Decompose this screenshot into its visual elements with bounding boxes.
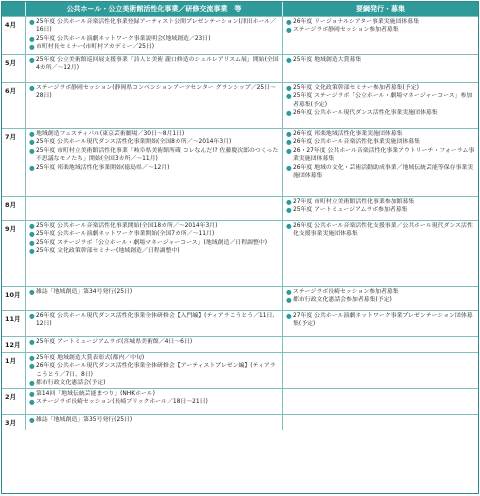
item-text: 都市行政文化憲話会参加者募集(予定) xyxy=(293,297,392,304)
list-item xyxy=(29,390,279,398)
list-item xyxy=(29,43,279,51)
bullet-icon: ● xyxy=(286,26,292,35)
bullet-icon: ● xyxy=(29,34,35,43)
item-text: 25年度 地域創造大賞募集 xyxy=(293,57,362,63)
bullet-icon: ● xyxy=(286,146,292,155)
item-text: 25年度 地域創造大賞表彰式(都内／中旬) xyxy=(36,355,145,361)
list-item xyxy=(29,362,279,379)
table-row xyxy=(2,196,478,220)
bullet-icon: ● xyxy=(286,222,292,230)
month-label: 2月 xyxy=(2,389,26,414)
recruitment-cell xyxy=(283,415,478,430)
bullet-icon: ● xyxy=(286,109,292,118)
bullet-icon: ● xyxy=(29,56,35,64)
item-text: 25年度 公共ホール演劇ネットワーク事業開始(全国7カ所／〜11月) xyxy=(36,231,215,238)
list-item xyxy=(286,288,475,296)
list-item xyxy=(29,130,279,138)
list-item xyxy=(29,56,279,73)
bullet-icon: ● xyxy=(29,312,35,320)
list-item xyxy=(29,247,279,255)
bullet-icon: ● xyxy=(29,163,35,172)
list-item xyxy=(29,239,279,247)
item-text: 25年度 公共ホール音楽活性化事業登録アーティスト公開プレゼンテーション(津田ホール／16日) xyxy=(36,19,277,34)
list-item xyxy=(29,230,279,238)
list-item xyxy=(29,138,279,146)
bullet-icon: ● xyxy=(29,247,35,256)
bullet-icon: ● xyxy=(286,18,292,26)
bullet-icon: ● xyxy=(286,198,292,206)
bullet-icon: ● xyxy=(29,230,35,239)
bullet-icon: ● xyxy=(286,296,292,305)
bullet-icon: ● xyxy=(29,416,35,424)
list-item xyxy=(29,338,279,346)
item-text: 26年度 公共ホール音楽活性化支援事業／公共ホール現代ダンス活性化支援事業実施団体募集 xyxy=(293,223,473,238)
list-item xyxy=(29,164,279,172)
item-text: 地域創造フェスティバル(東京芸術劇場／30日〜8月1日) xyxy=(36,131,185,137)
bullet-icon: ● xyxy=(29,238,35,247)
table-row xyxy=(2,286,478,310)
list-item xyxy=(286,147,475,164)
item-text: ステージラボ静岡セッション(静岡県コンベンションアーツセンター グランシップ／25日〜28日) xyxy=(36,85,276,100)
item-text: 市町村長セミナー(市町村アカデミー／25日) xyxy=(36,44,155,51)
table-row xyxy=(2,128,478,196)
list-item xyxy=(29,35,279,43)
events-cell xyxy=(26,415,283,430)
list-item xyxy=(29,379,279,387)
item-text: 25年度 市町村立美術館活性化事業「岐阜県美術館所蔵 コレなんだ!? 佐藤慶次郎のつくった不思議なモノたち」開始(全国3カ所／〜11月) xyxy=(36,147,279,163)
bullet-icon: ● xyxy=(29,130,35,138)
item-text: 27年度 公共ホール演劇ネットワーク事業プレゼンテーション団体募集(予定) xyxy=(293,313,473,328)
list-item xyxy=(286,18,475,26)
bullet-icon: ● xyxy=(29,84,35,92)
table-row xyxy=(2,388,478,414)
bullet-icon: ● xyxy=(29,398,35,407)
item-text: 26年度 公共ホール現代ダンス活性化事業実施団体募集 xyxy=(293,110,438,117)
table-body xyxy=(2,16,478,430)
header-right: 要綱発行・募集 xyxy=(356,5,405,13)
list-item xyxy=(286,92,475,109)
list-item xyxy=(29,354,279,362)
table-row xyxy=(2,414,478,430)
bullet-icon: ● xyxy=(29,222,35,230)
events-cell xyxy=(26,55,283,82)
item-text: 25年度 ステージラボ「公立ホール・劇場マネージャーコース」(地域創造／日程調整中) xyxy=(36,239,268,246)
month-label: 8月 xyxy=(2,197,26,220)
recruitment-cell xyxy=(283,221,478,286)
list-item xyxy=(286,130,475,138)
list-item xyxy=(29,312,279,329)
bullet-icon: ● xyxy=(29,146,35,155)
recruitment-cell xyxy=(283,197,478,220)
list-item xyxy=(286,198,475,206)
list-item xyxy=(286,296,475,304)
list-item xyxy=(286,222,475,239)
month-label: 7月 xyxy=(2,129,26,196)
item-text: 25年度 文化政策幹部セミナー(地域創造／日程調整中) xyxy=(36,248,180,255)
bullet-icon: ● xyxy=(29,390,35,398)
item-text: 26年度 公共ホール音楽活性化事業実施団体募集 xyxy=(293,139,421,146)
recruitment-cell xyxy=(283,337,478,352)
item-text: 25年度 邦楽地域活性化事業開始(徳島県／〜12月) xyxy=(36,164,170,171)
list-item xyxy=(286,109,475,117)
recruitment-cell xyxy=(283,287,478,310)
list-item xyxy=(29,84,279,101)
recruitment-cell xyxy=(283,311,478,336)
bullet-icon: ● xyxy=(286,163,292,172)
table-row xyxy=(2,220,478,286)
bullet-icon: ● xyxy=(29,354,35,362)
header-month xyxy=(2,2,26,16)
item-text: ステージラボ静岡セッション参加者募集 xyxy=(293,27,399,34)
list-item xyxy=(29,288,279,296)
events-cell xyxy=(26,311,283,336)
item-text: ステージラボ長崎セッション参加者募集 xyxy=(293,289,399,295)
events-cell xyxy=(26,337,283,352)
item-text: 25年度 ステージラボ「公立ホール・劇場マネージャーコース」参加者募集(予定) xyxy=(293,93,473,108)
month-label: 3月 xyxy=(2,415,26,430)
item-text: 25年度 公立美術館巡回展支援事業「詩人と美術 瀧口修造のシュルレアリスム展」開始(全国4カ所／〜12月) xyxy=(36,57,279,72)
month-label: 12月 xyxy=(2,337,26,352)
table-row xyxy=(2,16,478,54)
month-label: 9月 xyxy=(2,221,26,286)
recruitment-cell xyxy=(283,83,478,128)
item-text: 第14回「地域伝統芸能まつり」(NHKホール) xyxy=(36,391,155,397)
events-cell xyxy=(26,353,283,388)
bullet-icon: ● xyxy=(29,338,35,346)
item-text: ステージラボ長崎セッション(長崎ブリックホール／18日〜21日) xyxy=(36,399,208,406)
table-row xyxy=(2,336,478,352)
item-text: 26年度 邦楽地域活性化事業実施団体募集 xyxy=(293,131,403,137)
item-text: 25年度 公共ホール演劇ネットワーク事業説明会(地域創造／23日) xyxy=(36,35,211,42)
events-cell xyxy=(26,129,283,196)
item-text: 25年度 公共ホール現代ダンス活性化事業開始(全国8カ所／〜2014年3月) xyxy=(36,139,232,146)
bullet-icon: ● xyxy=(286,206,292,215)
list-item xyxy=(29,18,279,35)
bullet-icon: ● xyxy=(29,43,35,52)
events-cell xyxy=(26,287,283,310)
bullet-icon: ● xyxy=(286,84,292,92)
events-cell xyxy=(26,83,283,128)
list-item xyxy=(29,147,279,164)
events-cell xyxy=(26,221,283,286)
bullet-icon: ● xyxy=(286,56,292,64)
recruitment-cell xyxy=(283,353,478,388)
list-item xyxy=(286,84,475,92)
list-item xyxy=(286,26,475,34)
item-text: 25年度 公共ホール音楽活性化事業開始(全国18カ所／〜2014年3月) xyxy=(36,223,218,229)
item-text: 26年度 リージョナルシアター事業実施団体募集 xyxy=(293,19,420,25)
item-text: 27年度 市町村立美術館活性化事業参加館募集 xyxy=(293,199,415,205)
bullet-icon: ● xyxy=(286,312,292,320)
bullet-icon: ● xyxy=(29,138,35,147)
bullet-icon: ● xyxy=(286,130,292,138)
bullet-icon: ● xyxy=(29,18,35,26)
table-row xyxy=(2,54,478,82)
bullet-icon: ● xyxy=(29,379,35,388)
recruitment-cell xyxy=(283,389,478,414)
events-cell xyxy=(26,389,283,414)
table-header xyxy=(2,2,478,16)
events-cell xyxy=(26,197,283,220)
list-item xyxy=(286,56,475,64)
month-label: 10月 xyxy=(2,287,26,310)
bullet-icon: ● xyxy=(29,362,35,371)
recruitment-cell xyxy=(283,17,478,54)
bullet-icon: ● xyxy=(286,288,292,296)
item-text: 26年度 公共ホール現代ダンス活性化事業全体研修会【入門編】(ティアラこうとう／11日、12日) xyxy=(36,313,279,328)
list-item xyxy=(286,164,475,181)
item-text: 26年度 地域の文化・芸術活動助成事業／地域伝統芸能等保存事業実施団体募集 xyxy=(293,164,474,180)
events-cell xyxy=(26,17,283,54)
table-row xyxy=(2,352,478,388)
recruitment-cell xyxy=(283,129,478,196)
month-label: 6月 xyxy=(2,83,26,128)
month-label: 11月 xyxy=(2,311,26,336)
item-text: 都市行政文化憲話会(予定) xyxy=(36,380,106,387)
bullet-icon: ● xyxy=(29,288,35,296)
header-left: 公共ホール・公立美術館活性化事業／研修交流事業 等 xyxy=(26,2,283,16)
table-row xyxy=(2,82,478,128)
bullet-icon: ● xyxy=(286,92,292,101)
list-item xyxy=(286,312,475,329)
schedule-table xyxy=(1,1,479,494)
item-text: 雑誌「地域創造」第34号発行(25日) xyxy=(36,289,133,295)
item-text: 25年度 アートミュージアムラボ参加者募集 xyxy=(293,207,408,214)
item-text: 25年度 文化政策幹部セミナー参加者募集(予定) xyxy=(293,85,419,91)
list-item xyxy=(29,416,279,424)
item-text: 26・27年度 公共ホール音楽活性化事業アウトリーチ・フォーラム事業実施団体募集 xyxy=(293,147,475,163)
list-item xyxy=(286,206,475,214)
month-label: 5月 xyxy=(2,55,26,82)
item-text: 25年度 アートミュージアムラボ(宮城県美術館／4日〜6日) xyxy=(36,339,193,345)
month-label: 4月 xyxy=(2,17,26,54)
recruitment-cell xyxy=(283,55,478,82)
item-text: 26年度 公共ホール現代ダンス活性化事業全体研修会【アーティストプレゼン編】(ティアラこうとう／7日、8日) xyxy=(36,363,276,378)
month-label: 1月 xyxy=(2,353,26,388)
list-item xyxy=(29,222,279,230)
bullet-icon: ● xyxy=(286,138,292,147)
item-text: 雑誌「地域創造」第35号発行(25日) xyxy=(36,417,133,423)
table-row xyxy=(2,310,478,336)
list-item xyxy=(286,138,475,146)
list-item xyxy=(29,398,279,406)
